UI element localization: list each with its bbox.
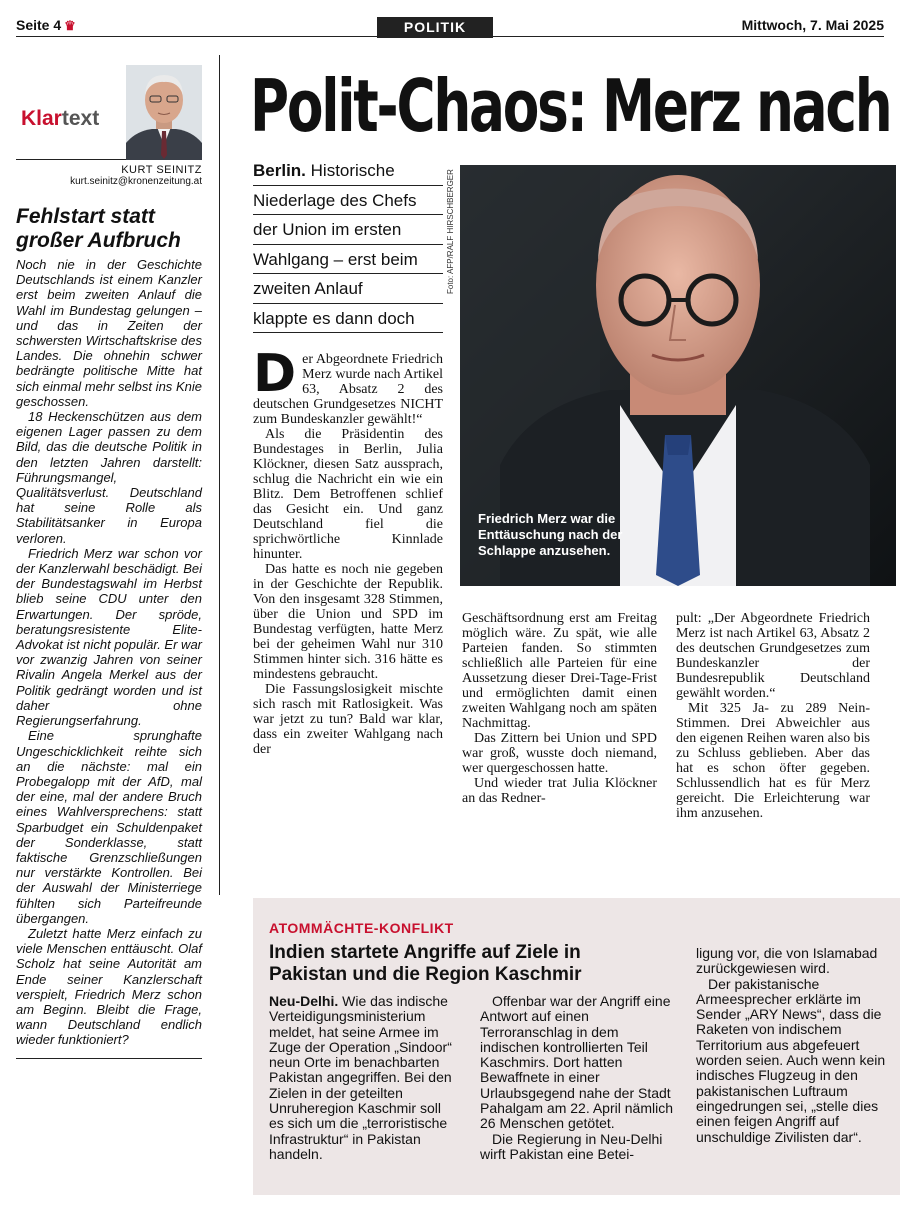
header-rule — [16, 36, 884, 37]
author-portrait — [126, 65, 202, 160]
author-email[interactable]: kurt.seinitz@kronenzeitung.at — [70, 176, 202, 187]
klartext-logo: Klartext — [21, 107, 100, 130]
photo-caption: Friedrich Merz war die Enttäuschung nach der Schlappe anzusehen. — [478, 511, 623, 558]
section-label: POLITIK — [377, 17, 493, 38]
commentary-headline: Fehlstart statt großer Aufbruch — [16, 205, 181, 252]
article-paragraph: pult: „Der Abgeordnete Friedrich Merz ist nach Artikel 63, Absatz 2 des deutschen Grundgesetzes zum Bundeskanzler der Bundesrepublik Deutschland gewählt worden.“ — [676, 611, 870, 701]
article-paragraph: Und wieder trat Julia Klöckner an das Redner- — [462, 776, 657, 806]
teaser-line: Berlin. Historische — [253, 156, 443, 186]
author-name: KURT SEINITZ — [121, 164, 202, 176]
article-column-3 — [676, 611, 870, 821]
box-kicker: ATOMMÄCHTE-KONFLIKT — [269, 920, 454, 936]
commentary-paragraph: 18 Heckenschützen aus dem eigenen Lager passen zu dem Bild, das die deutsche Politik in den letzten Jahren darstellt: Führungsmangel, Qualitätsverlust. Deutschland hat seine Rolle als Stabilitätsanker in Europa verloren. — [16, 409, 202, 546]
article-column-1 — [253, 344, 443, 757]
article-paragraph: Das Zittern bei Union und SPD war groß, wusste doch niemand, wer quergeschossen hatte. — [462, 731, 657, 776]
box-paragraph: Neu-Delhi. Wie das indische Verteidigungsministerium meldet, hat seine Armee im Zuge der Operation „Sindoor“ neun Orte im benachbarten Pakistan angegriffen. Bei den Zielen in der geteilten Unruheregion Kaschmir soll es sich um die „terroristische Infrastruktur“ in Pakistan handeln. — [269, 993, 452, 1162]
box-paragraph: Die Regierung in Neu-Delhi wirft Pakistan eine Betei- — [480, 1130, 663, 1162]
commentary-body — [16, 257, 202, 1048]
box-title: Indien startete Angriffe auf Ziele in Pakistan und die Region Kaschmir — [269, 942, 582, 985]
article-paragraph: Die Fassungslosigkeit mischte sich rasch mit Ratlosigkeit. Was war jetzt zu tun? Bald war klar, dass ein zweiter Wahlgang nach der — [253, 682, 443, 757]
box-paragraph: ligung vor, die von Islamabad zurückgewiesen wird. — [696, 945, 878, 977]
article-paragraph: Als die Präsidentin des Bundestages in Berlin, Julia Klöckner, diesen Satz aussprach, schlug die Nachricht ein wie ein Blitz. Dem Betroffenen schlief das Gesicht ein. Und ganz Deutschland fiel die sprichwörtliche Kinnlade hinunter. — [253, 427, 443, 562]
commentary-paragraph: Zuletzt hatte Merz einfach zu viele Menschen enttäuscht. Olaf Scholz hat seine Autorität am Ende seiner Kanzlerschaft verspielt, Friedrich Merz schon am Beginn. Bleibt die Frage, wann Deutschland endlich wieder funktioniert? — [16, 925, 202, 1048]
crown-icon: ♛ — [64, 18, 76, 33]
column-divider — [219, 55, 220, 895]
article-column-2 — [462, 611, 657, 806]
article-paragraph: Mit 325 Ja- zu 289 Nein-Stimmen. Drei Abweichler aus den eigenen Reihen waren also bis zu Schluss geblieben. Aber das hat es schon öfter gegeben. Schlussendlich hat es für Merz gereicht. Die Erleichterung war ihm anzusehen. — [676, 701, 870, 821]
box-column-2 — [480, 994, 675, 1162]
teaser-line: klappte es dann doch — [253, 304, 443, 334]
box-column-3 — [696, 946, 888, 1145]
drop-cap: D — [253, 344, 297, 404]
klartext-column — [16, 55, 202, 1059]
box-paragraph: Der pakistanische Armeesprecher erklärte im Sender „ARY News“, dass die Raketen von indischem Territorium aus abgefeuert worden seien. Auch wenn kein indisches Flugzeug in den pakistanischen Luftraum eingedrungen sei, „stelle dies einen feigen Angriff auf unschuldige Zivilisten dar“. — [696, 975, 886, 1145]
article-paragraph: Das hatte es noch nie gegeben in der Geschichte der Republik. Von den insgesamt 328 Stimmen, über die Union und SPD im Bundestag verfügten, hatte Merz bei der geheimen Wahl nur 310 Stimmen hinter sich. 316 hätte es mindestens gebraucht. — [253, 562, 443, 682]
teaser-line: der Union im ersten — [253, 215, 443, 245]
column-end-rule — [16, 1058, 202, 1059]
teaser-line: zweiten Anlauf — [253, 274, 443, 304]
article-paragraph: Der Abgeordnete Friedrich Merz wurde nach Artikel 63, Absatz 2 des deutschen Grundgesetzes NICHT zum Bundeskanzler gewählt!“ — [253, 344, 443, 427]
photo-credit: Foto: AFP/RALF HIRSCHBERGER — [446, 169, 455, 294]
page-header — [16, 14, 884, 40]
news-box — [253, 898, 900, 1195]
article-teaser — [253, 156, 443, 333]
commentary-paragraph: Eine sprunghafte Ungeschicklichkeit reihte sich an die nächste: mal ein Probegalopp mit der AfD, mal der eine, mal der andere Bruch eines Wahlversprechens: statt Sparbudget ein Schuldenpaket der Sonderklasse, statt faktische Grenzschließungen nur verstärkte Kontrollen. Bei der Auswahl der Ministerriege fühlten sich Parteifreunde übergangen. — [16, 728, 202, 926]
commentary-paragraph: Friedrich Merz war schon vor der Kanzlerwahl beschädigt. Bei der Bundestagswahl im Herbst blieb seine CDU unter den Erwartungen. Der spröde, beratungsresistente Elite-Advokat ist nicht populär. Er war vor zwanzig Jahren von seiner Rivalin Angela Merkel aus der Politik gedrängt worden und ist daher ohne Regierungserfahrung. — [16, 545, 202, 729]
box-column-1 — [269, 994, 459, 1162]
article-paragraph: Geschäftsordnung erst am Freitag möglich wäre. Zu spät, wie alle Parteien fanden. So stimmten schließlich alle Parteien für eine Aussetzung dieser Drei-Tage-Frist und ermöglichten damit einen zweiten Wahlgang noch am späten Nachmittag. — [462, 611, 657, 731]
klartext-header — [16, 55, 202, 160]
page-number: Seite 4 ♛ — [16, 17, 76, 33]
issue-date: Mittwoch, 7. Mai 2025 — [741, 17, 884, 33]
teaser-line: Niederlage des Chefs — [253, 186, 443, 216]
box-paragraph: Offenbar war der Angriff eine Antwort auf einen Terroranschlag in dem indischen kontrollierten Teil Kaschmirs. Dort hatten Bewaffnete in einer Urlaubsgegend nahe der Stadt Pahalgam am 22. April nämlich 26 Menschen getötet. — [480, 993, 673, 1132]
commentary-paragraph: Noch nie in der Geschichte Deutschlands ist einem Kanzler erst beim zweiten Anlauf die Wahl im Bundestag gelungen – und das in Zeiten der schwersten Wirtschaftskrise des Landes. Die ohnehin schwer bedrängte politische Mitte hat sich einmal mehr selbst ins Knie geschossen. — [16, 257, 202, 409]
article-headline: Polit-Chaos: Merz nach — [250, 64, 891, 148]
teaser-line: Wahlgang – erst beim — [253, 245, 443, 275]
